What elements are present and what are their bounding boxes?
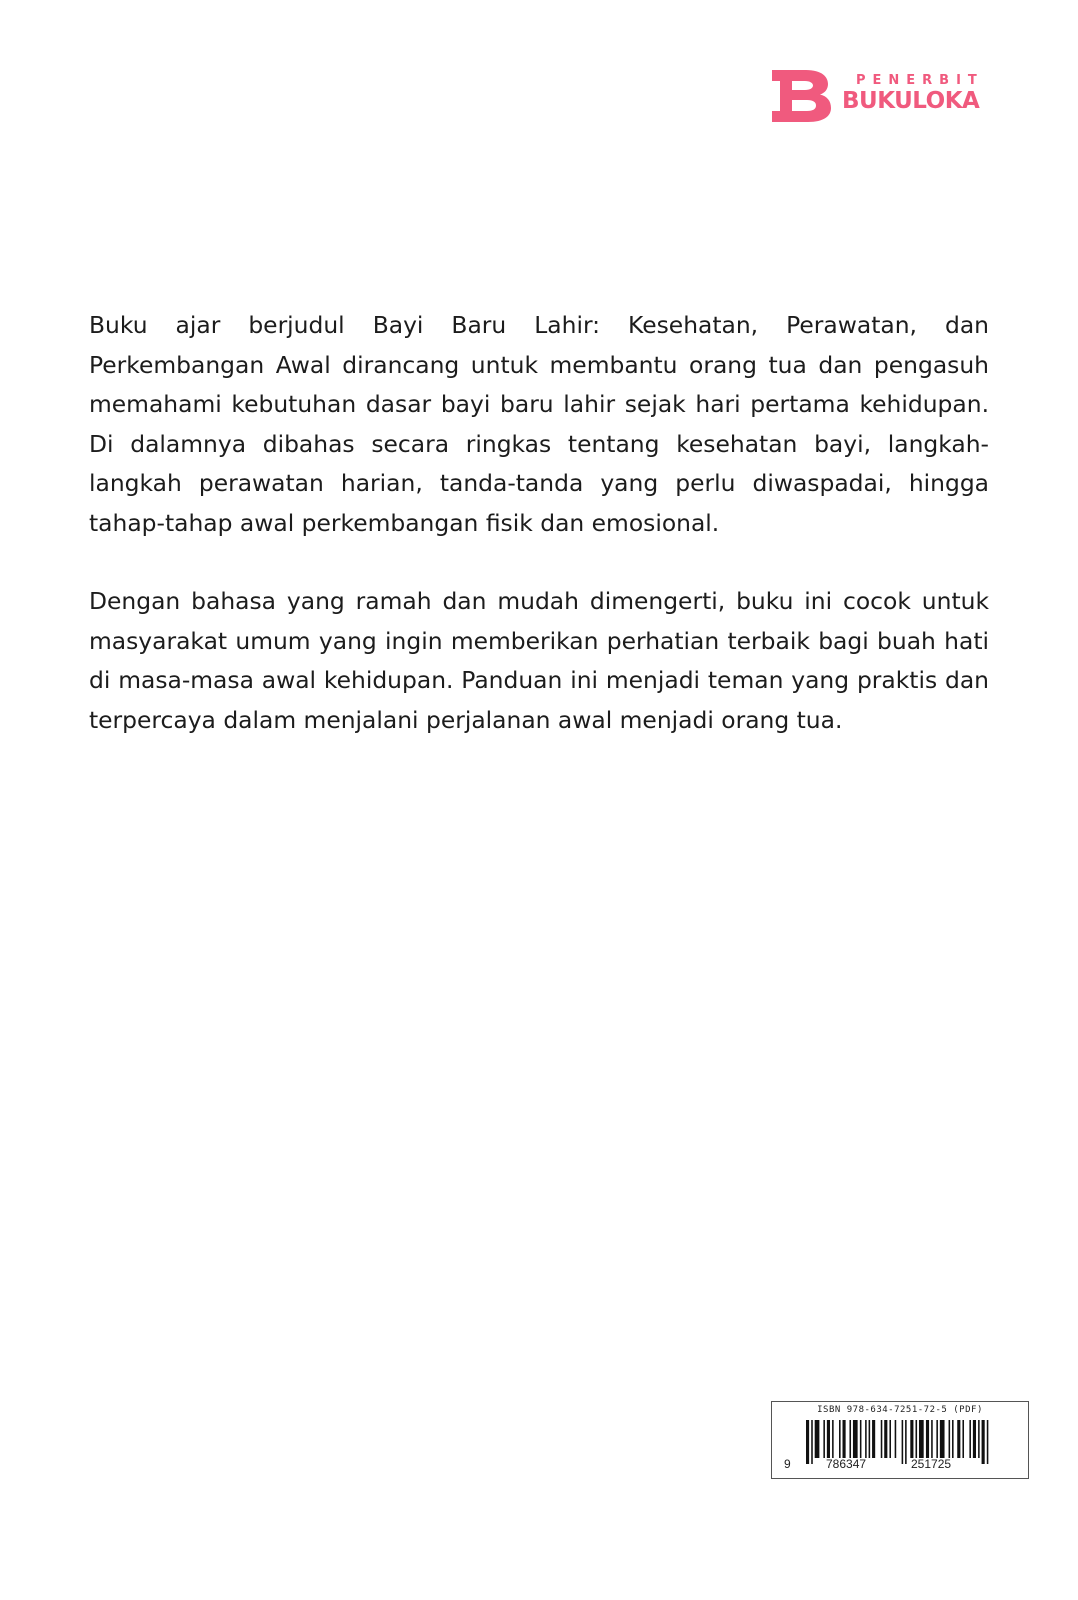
barcode-bar [827,1420,830,1458]
publisher-logo [770,66,995,122]
barcode-bar [815,1420,820,1458]
barcode-bar [936,1420,938,1458]
barcode-bar [806,1420,809,1464]
barcode-bar [952,1420,954,1458]
barcode-bar [973,1420,976,1458]
barcode-bar [849,1420,851,1458]
barcode-bar [910,1420,913,1458]
isbn-digits-left: 786347 [826,1457,867,1471]
barcode-bar [978,1420,980,1458]
barcode-bar [872,1420,875,1458]
barcode-bar [919,1420,924,1458]
barcode-bar [889,1420,891,1458]
publisher-name: BUKULOKA [842,88,980,114]
isbn-barcode [771,1401,1029,1479]
barcode-bar [987,1420,989,1464]
publisher-label: PENERBIT [856,73,984,88]
barcode-bar [865,1420,867,1458]
barcode-bar [839,1420,841,1458]
barcode-bar [982,1420,985,1464]
barcode-bar [869,1420,871,1458]
barcode-bar [832,1420,834,1458]
barcode-bar [843,1420,846,1458]
barcode-bar [860,1420,862,1458]
barcode-bar [969,1420,971,1458]
barcode-bar [962,1420,964,1458]
barcode-bar [853,1420,858,1458]
barcode-bar [881,1420,883,1458]
isbn-digits-right: 251725 [911,1457,952,1471]
barcode-bar [823,1420,825,1458]
book-synopsis [89,306,989,779]
publisher-b-mark-icon [770,66,834,122]
synopsis-paragraph: Dengan bahasa yang ramah dan mudah dimengerti, buku ini cocok untuk masyarakat umum yang ingin memberikan perhatian terbaik bagi buah hati di masa-masa awal kehidupan. Panduan ini menjadi teman yang praktis dan terpercaya dalam menjalani perjalanan awal menjadi orang tua. [89,587,989,734]
barcode-bar [884,1420,887,1458]
barcode-bar [905,1420,907,1464]
barcode-bar [916,1420,918,1458]
barcode-bar [811,1420,813,1464]
barcode-bar [902,1420,904,1464]
barcode-bar [940,1420,945,1458]
isbn-label: ISBN 978-634-7251-72-5 (PDF) [817,1405,983,1415]
barcode-bar [895,1420,897,1458]
barcode-bar [949,1420,951,1458]
barcode-bar [957,1420,960,1458]
barcode-bar [931,1420,933,1458]
isbn-digit-first: 9 [784,1457,791,1471]
synopsis-paragraph: Buku ajar berjudul Bayi Baru Lahir: Kesehatan, Perawatan, dan Perkembangan Awal dirancang untuk membantu orang tua dan pengasuh memahami kebutuhan dasar bayi baru lahir sejak hari pertama kehidupan. Di dalamnya dibahas secara ringkas tentang kesehatan bayi, langkah-langkah perawatan harian, tanda-tanda yang perlu diwaspadai, hingga tahap-tahap awal perkembangan fisik dan emosional. [89,311,989,537]
barcode-bar [926,1420,929,1458]
